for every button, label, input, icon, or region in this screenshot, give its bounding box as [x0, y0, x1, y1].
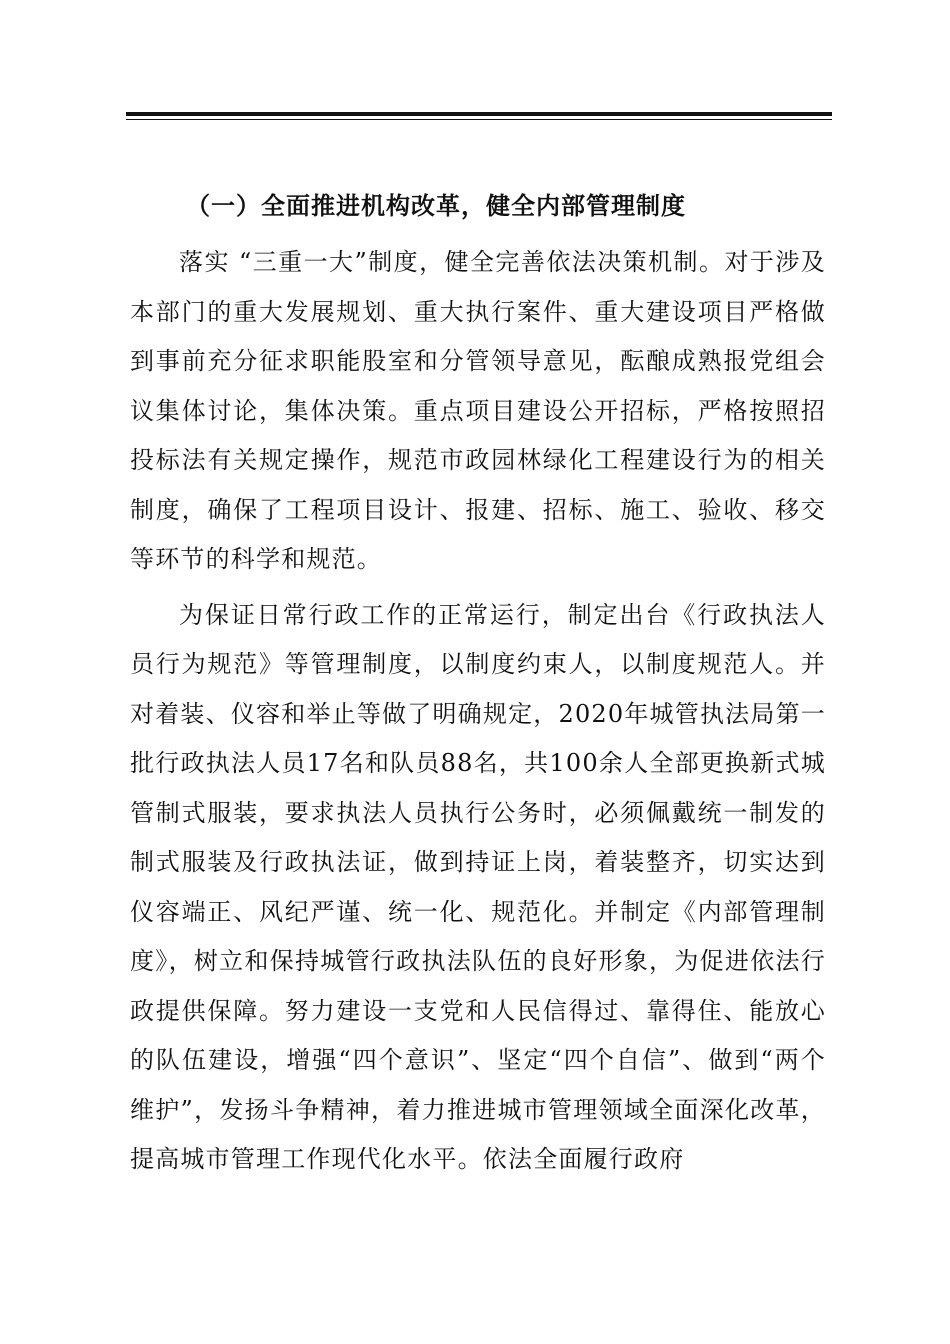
section-heading: （一）全面推进机构改革，健全内部管理制度 — [186, 192, 686, 220]
header-rule-thick — [126, 112, 832, 116]
paragraph-management-rules: 为保证日常行政工作的正常运行，制定出台《行政执法人员行为规范》等管理制度，以制度约束人，以制度规范人。并对着装、仪容和举止等做了明确规定，2020年城管执法局第一批行政执法人员17名和队员88名，共100余人全部更换新式城管制式服装，要求执法人员执行公务时，必须佩戴统一制发的制式服装及行政执法证，做到持证上岗，着装整齐，切实达到仪容端正、风纪严谨、统一化、规范化。并制定《内部管理制度》，树立和保持城管行政执法队伍的良好形象，为促进依法行政提供保障。努力建设一支党和人民信得过、靠得住、能放心的队伍建设，增强“四个意识”、坚定“四个自信”、做到“两个维护”，发扬斗争精神，着力推进城市管理领域全面深化改革，提高城市管理工作现代化水平。依法全面履行政府 — [130, 600, 826, 1173]
paragraph-decision-mechanism: 落实 “三重一大”制度，健全完善依法决策机制。对于涉及本部门的重大发展规划、重大执行案件、重大建设项目严格做到事前充分征求职能股室和分管领导意见，酝酿成熟报党组会议集体讨论，集体决策。重点项目建设公开招标，严格按照招投标法有关规定操作，规范市政园林绿化工程建设行为的相关制度，确保了工程项目设计、报建、招标、施工、验收、移交等环节的科学和规范。 — [130, 248, 826, 573]
document-body — [130, 182, 826, 1185]
header-rule-thin — [126, 119, 832, 120]
